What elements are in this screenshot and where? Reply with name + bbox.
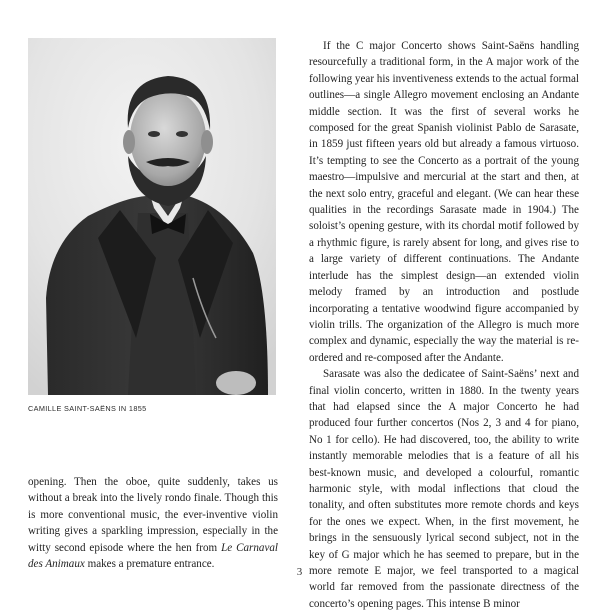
portrait-illustration (28, 38, 276, 395)
left-text-after-title: makes a premature entrance. (84, 558, 215, 571)
left-paragraph (28, 474, 278, 572)
page-number: 3 (296, 566, 303, 578)
paragraph-2: Sarasate was also the dedicatee of Saint-Saëns’ next and final violin concerto, written in 1880. In the twenty years that had elapsed since the A major Concerto he had produced four further concertos (Nos 2, 3 and 4 for piano, No 1 for cello). He had discovered, too, the ability to write instantly memorable melodies that is a feature of all his best-known music, and developed a colourful, romantic harmonic style, with modal inflections that cloud the tonality, and often substitutes more remote chords and keys for the ones we expect. When, in the first movement, he brings in the sensuously lyrical second subject, not in the key of G major which he has seemed to prepare, but in the more remote E major, we feel transported to a magical world far removed from the passionate directness of the concerto’s opening pages. This intense B minor (309, 368, 579, 610)
portrait-photo (28, 38, 276, 395)
left-column-text (28, 474, 278, 572)
photo-caption: CAMILLE SAINT-SAËNS IN 1855 (28, 404, 147, 413)
right-column-text (309, 38, 579, 612)
work-title: Le Carnaval des Animaux (28, 541, 279, 571)
paragraph-1: If the C major Concerto shows Saint-Saëns handling resourcefully a traditional form, in the A major work of the following year his inventiveness extends to the actual formal outlines—a single Allegro movement enclosing an Andante middle section. It was the first of several works he composed for the great Spanish violinist Pablo de Sarasate, in 1859 just fifteen years old but already a famous virtuoso. It’s tempting to see the Concerto as a portrait of the young maestro—impulsive and mercurial at the start and then, at the next solo entry, graceful and elegant. (We can hear these qualities in the recordings Sarasate made in 1904.) The soloist’s opening gesture, with its chordal motif followed by a rhythmic figure, is rarely absent for long, and gives rise to a large variety of different continuations. The Andante interlude has the simplest design—an extended violin melody framed by an introduction and postlude incorporating a tentative woodwind figure accompanied by violin trills. The organization of the Allegro is much more complex and dynamic, especially the way the material is re-ordered and re-composed after the Andante. (309, 40, 579, 364)
left-text-before-title: opening. Then the oboe, quite suddenly, takes us without a break into the lively rondo finale. Though this is more conventional music, the ever-inventive violin writing gives a sparkling impression, especially in the witty second episode where the hen from (28, 476, 278, 554)
